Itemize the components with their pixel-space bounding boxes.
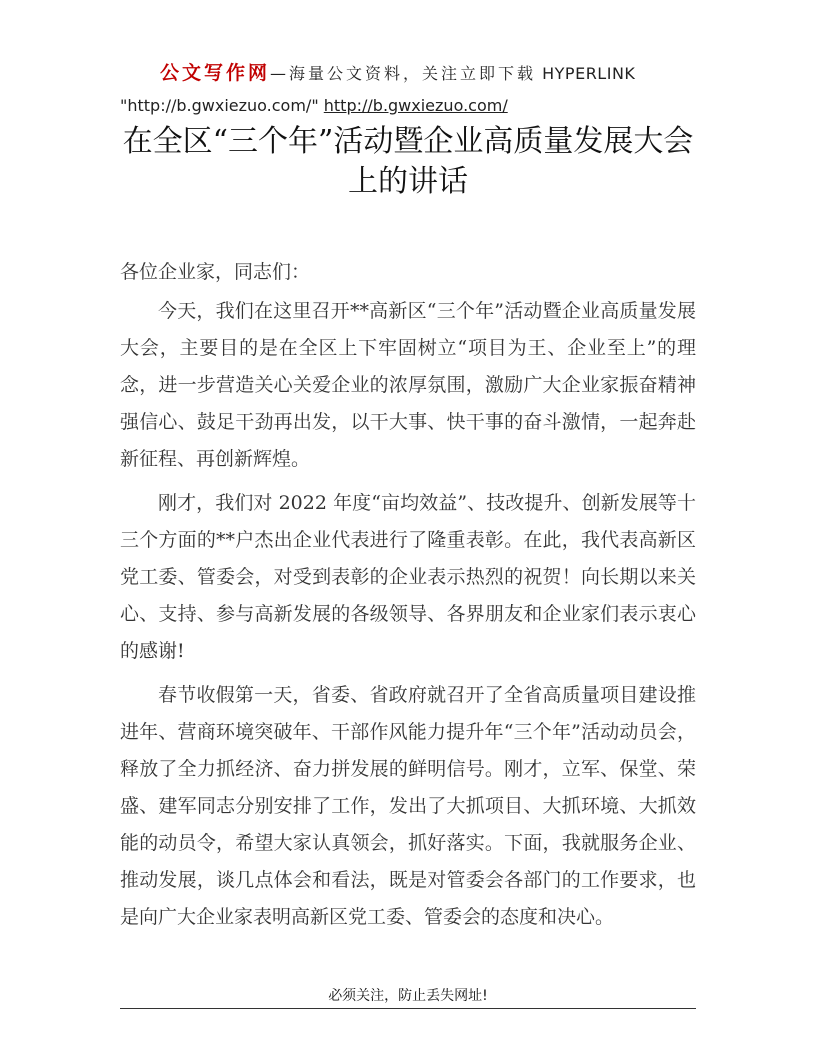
- site-url-link[interactable]: http://b.gwxiezuo.com/: [323, 96, 508, 115]
- document-body: [120, 254, 696, 943]
- footer-notice: 必须关注，防止丢失网址!: [328, 988, 488, 1004]
- document-title: 在全区“三个年”活动暨企业高质量发展大会上的讲话: [122, 124, 694, 199]
- hyperlink-keyword: HYPERLINK: [542, 64, 636, 83]
- paragraph-3: 春节收假第一天，省委、省政府就召开了全省高质量项目建设推进年、营商环境突破年、干部作风能力提升年“三个年”活动动员会，释放了全力抓经济、奋力拼发展的鲜明信号。刚才，立军、保堂、荣盛、建军同志分别安排了工作，发出了大抓项目、大抓环境、大抓效能的动员令，希望大家认真领会，抓好落实。下面，我就服务企业、推动发展，谈几点体会和看法，既是对管委会各部门的工作要求，也是向广大企业家表明高新区党工委、管委会的态度和决心。: [120, 684, 696, 928]
- site-brand: 公文写作网: [160, 62, 271, 84]
- site-url-quoted: "http://b.gwxiezuo.com/": [120, 96, 319, 115]
- paragraph-2: 刚才，我们对 2022 年度“亩均效益”、技改提升、创新发展等十三个方面的**户杰出企业代表进行了隆重表彰。在此，我代表高新区党工委、管委会，对受到表彰的企业表示热烈的祝贺！向长期以来关心、支持、参与高新发展的各级领导、各界朋友和企业家们表示衷心的感谢!: [120, 492, 696, 662]
- footer-divider: [120, 1008, 696, 1009]
- site-header: [160, 58, 700, 85]
- site-url-line: [120, 96, 508, 115]
- site-slogan: —海量公文资料，关注立即下载: [270, 64, 537, 83]
- paragraph-1: 今天，我们在这里召开**高新区“三个年”活动暨企业高质量发展大会，主要目的是在全区上下牢固树立“项目为王、企业至上”的理念，进一步营造关心关爱企业的浓厚氛围，激励广大企业家振奋精神强信心、鼓足干劲再出发，以干大事、快干事的奋斗激情，一起奔赴新征程、再创新辉煌。: [120, 300, 696, 470]
- salutation: 各位企业家，同志们：: [120, 261, 311, 283]
